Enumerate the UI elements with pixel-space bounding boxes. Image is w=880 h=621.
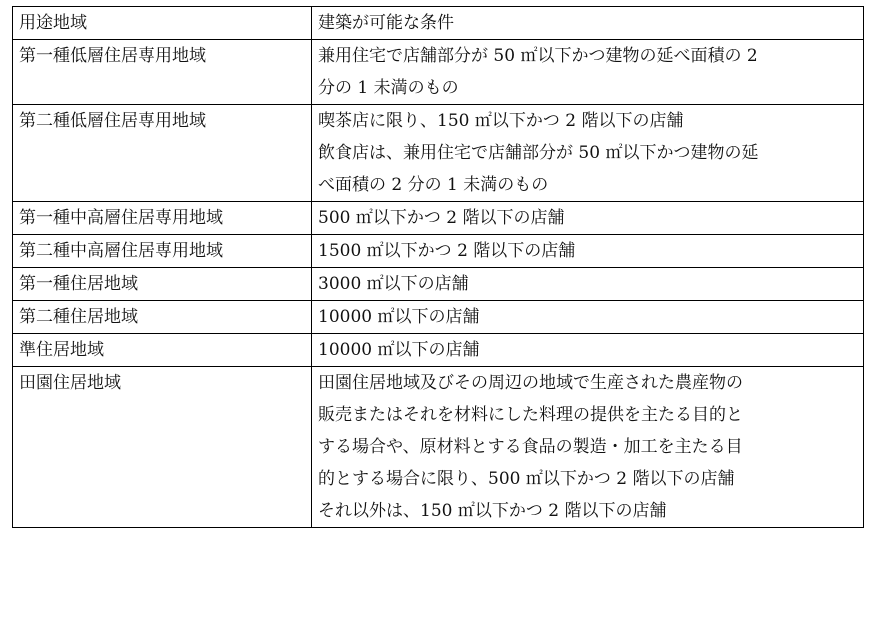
condition-line: 10000 ㎡以下の店舗 (318, 307, 480, 327)
condition-line: 田園住居地域及びその周辺の地域で生産された農産物の (318, 373, 743, 393)
table-row (13, 334, 864, 367)
condition-line: それ以外は、150 ㎡以下かつ 2 階以下の店舗 (318, 501, 667, 521)
table-row (13, 268, 864, 301)
table-body (13, 40, 864, 528)
conditions-cell (312, 334, 864, 367)
zoning-table (12, 6, 864, 528)
header-zone: 用途地域 (13, 7, 312, 40)
zone-cell: 第一種中高層住居専用地域 (13, 202, 312, 235)
header-row (13, 7, 864, 40)
zone-cell: 第一種低層住居専用地域 (13, 40, 312, 105)
conditions-cell (312, 235, 864, 268)
zone-cell: 第一種住居地域 (13, 268, 312, 301)
condition-line: 10000 ㎡以下の店舗 (318, 340, 480, 360)
condition-line: 飲食店は、兼用住宅で店舗部分が 50 ㎡以下かつ建物の延 (318, 143, 759, 163)
condition-line: 1500 ㎡以下かつ 2 階以下の店舗 (318, 241, 576, 261)
header-conditions: 建築が可能な条件 (312, 7, 864, 40)
conditions-cell (312, 40, 864, 105)
conditions-cell (312, 367, 864, 528)
condition-line: 3000 ㎡以下の店舗 (318, 274, 469, 294)
condition-line: べ面積の 2 分の 1 未満のもの (318, 175, 549, 195)
table-row (13, 202, 864, 235)
condition-line: 兼用住宅で店舗部分が 50 ㎡以下かつ建物の延べ面積の 2 (318, 46, 758, 66)
table-row (13, 235, 864, 268)
condition-line: 喫茶店に限り、150 ㎡以下かつ 2 階以下の店舗 (318, 111, 684, 131)
zone-cell: 第二種低層住居専用地域 (13, 105, 312, 202)
table-row (13, 105, 864, 202)
zone-cell: 準住居地域 (13, 334, 312, 367)
condition-line: 分の 1 未満のもの (318, 78, 459, 98)
zone-cell: 第二種住居地域 (13, 301, 312, 334)
condition-line: 500 ㎡以下かつ 2 階以下の店舗 (318, 208, 565, 228)
condition-line: 販売またはそれを材料にした料理の提供を主たる目的と (318, 405, 743, 425)
table-row (13, 301, 864, 334)
conditions-cell (312, 202, 864, 235)
conditions-cell (312, 301, 864, 334)
condition-line: する場合や、原材料とする食品の製造・加工を主たる目 (318, 437, 743, 457)
conditions-cell (312, 105, 864, 202)
table-row (13, 40, 864, 105)
table-row (13, 367, 864, 528)
conditions-cell (312, 268, 864, 301)
zone-cell: 第二種中高層住居専用地域 (13, 235, 312, 268)
condition-line: 的とする場合に限り、500 ㎡以下かつ 2 階以下の店舗 (318, 469, 735, 489)
zone-cell: 田園住居地域 (13, 367, 312, 528)
